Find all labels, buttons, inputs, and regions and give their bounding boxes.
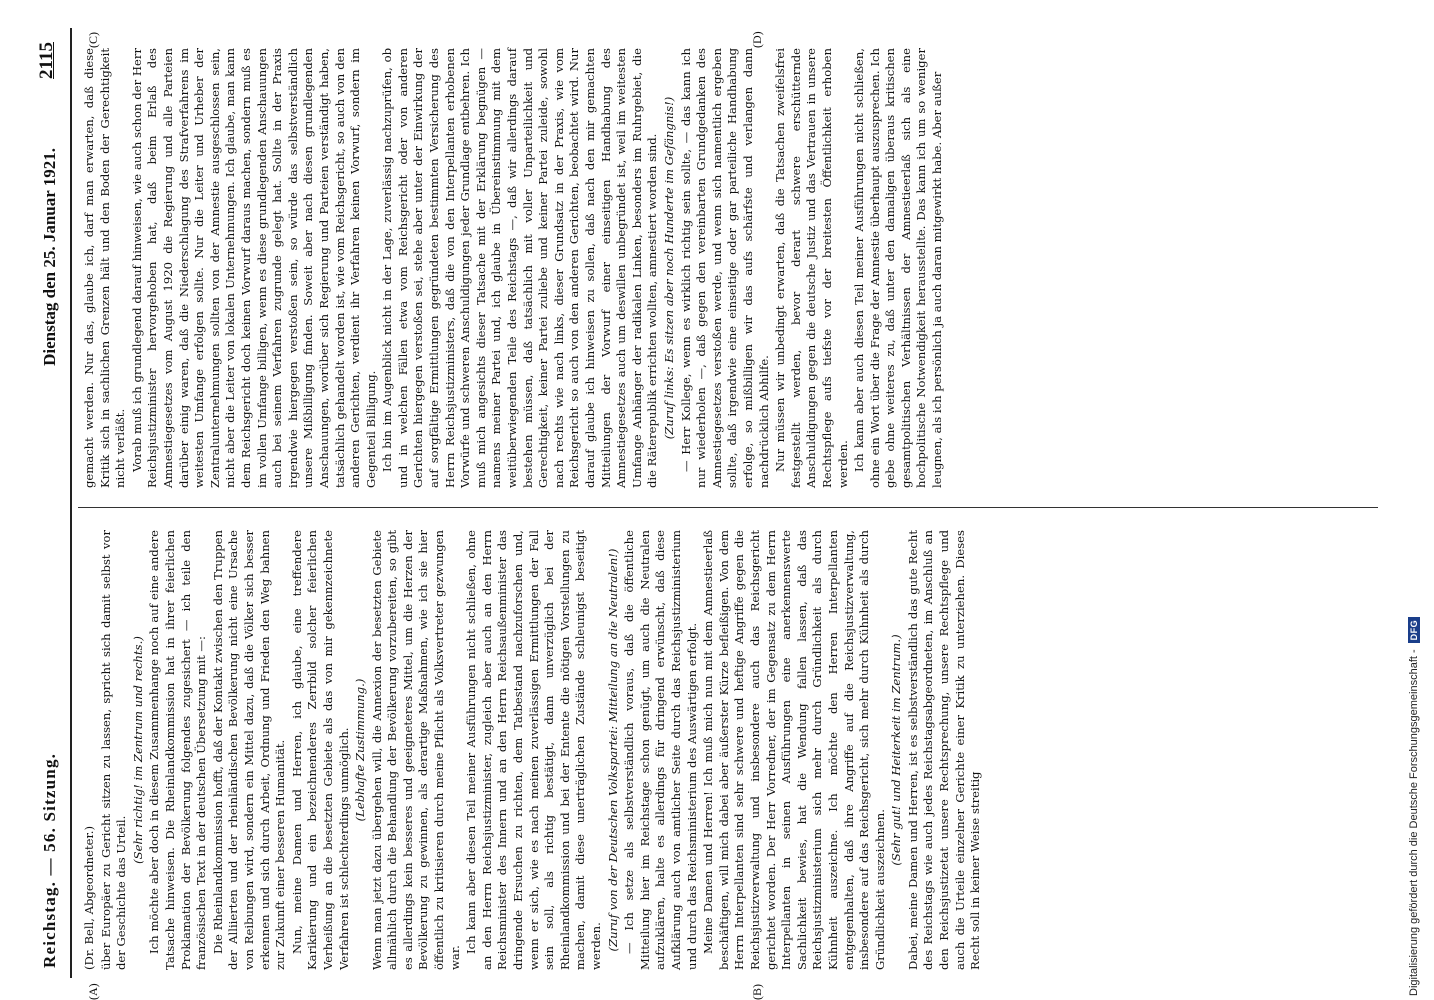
right-paragraph: gemacht werden. Nur das, glaube ich, darf man erwarten, daß diese Kritik sich in sachlichen Grenzen hält und den Boden der Gerechtigkeit nicht verläßt. — [82, 48, 128, 488]
left-paragraph: Meine Damen und Herren! Ich muß mich nun mit dem Amnestieerlaß beschäftigen, will mich dabei aber äußerster Kürze befleißigen. Von dem Herrn Interpellanten sind sehr schwere und heftige Angriffe gegen die Reichsjustizverwaltung und insbesondere auch das Reichsgericht gerichtet worden. Der Herr Vorredner, der im Gegensatz zu dem Herrn Interpellanten in seinen Ausführungen eine anerkennenswerte Sachlichkeit bewies, hat die Wendung fallen lassen, daß das Reichsjustizministerium sich mehr durch Gründlichkeit als durch Kühnheit auszeichne. Ich möchte den Herren Interpellanten entgegenhalten, daß ihre Angriffe auf die Reichsjustizverwaltung, insbesondere auf das Reichsgericht, sich mehr durch Kühnheit als durch Gründlichkeit auszeichnen. — [701, 530, 887, 970]
left-paragraph: Nun, meine Damen und Herren, ich glaube, eine treffendere Karikierung und ein bezeichnenderes Zerrbild solcher feierlichen Verheißung an die besetzten Gebiete als das von mir gekennzeichnete Verfahren ist schlechterdings unmöglich. — [289, 530, 351, 970]
right-paragraph: — Herr Kollege, wenn es wirklich richtig sein sollte, — das kann ich nur wiederholen —, daß gegen den vereinbarten Grundgedanken des Amnestiegesetzes verstoßen werde, und wenn sich namentlich ergeben sollte, daß irgendwie eine einseitige oder gar parteiliche Handhabung erfolge, so mißbilligen wir das aufs schärfste und verlangen dann nachdrücklich Abhilfe. — [678, 48, 771, 488]
text-column-left — [82, 530, 1392, 970]
text-column-right — [82, 48, 1392, 488]
left-paragraph: Die Rheinlandkommission hofft, daß der Kontakt zwischen den Truppen der Alliierten und der rheinländischen Bevölkerung nicht eine Ursache von Reibungen wird, sondern ein Mittel dazu, daß die Völker sich besser erkennen und sich durch Arbeit, Ordnung und Frieden den Weg bahnen zur Zukunft einer besseren Humanität. — [210, 530, 288, 970]
margin-marker-d: (D) — [750, 31, 764, 48]
right-paragraph: Ich bin im Augenblick nicht in der Lage, zuverlässig nachzuprüfen, ob und in welchen Fällen etwa vom Reichsgericht oder von anderen Gerichten hiergegen verstoßen sei, stehe aber unter der Einwirkung der auf sorgfältige Ermittlungen gegründeten bestimmten Versicherung des Herrn Reichsjustizministers, daß die von den Interpellanten erhobenen Vorwürfe und schweren Anschuldigungen jeder Grundlage entbehren. Ich muß mich angesichts dieser Tatsache mit der Erklärung begnügen — namens meiner Partei und, ich glaube in Übereinstimmung mit dem weitüberwiegenden Teile des Reichstags —, daß wir allerdings darauf bestehen müssen, daß tatsächlich mit voller Unparteilichkeit und Gerechtigkeit, keiner Partei zuliebe und keiner Partei zuleide, sowohl nach rechts wie nach links, dieser Grundsatz in der Praxis, wie vom Reichsgericht so auch von den anderen Gerichten, beobachtet wird. Nur darauf glaube ich hinweisen zu sollen, daß nach den mir gemachten Mitteilungen der Vorwurf einer einseitigen Handhabung des Amnestiegesetzes auch um deswillen unbegründet ist, weil im weitesten Umfange Anhänger der radikalen Linken, besonders im Ruhrgebiet, die die Räterepublik errichten wollten, amnestiert worden sind. — [380, 48, 660, 488]
margin-marker-b: (B) — [750, 984, 764, 1000]
left-paragraph: Dabei, meine Damen und Herren, ist es selbstverständlich das gute Recht des Reichstags wie auch jedes Reichstagsabgeordneten, im Anschluß an den Reichsjustizetat unsere Rechtsprechung, unsere Rechtspflege und auch die Urteile einzelner Gerichte einer Kritik zu unterziehen. Dieses Recht soll in keiner Weise streitig — [905, 530, 983, 970]
dfg-logo: DFG — [1408, 617, 1420, 644]
left-paragraph: Ich kann aber diesen Teil meiner Ausführungen nicht schließen, ohne an den Herrn Reichsjustizminister, zugleich aber auch an den Herrn Reichsminister des Innern und an den Herrn Reichsaußenminister das dringende Ersuchen zu richten, dem Tatbestand nachzuforschen und, wenn er sich, wie es nach meinen zuverlässigen Ermittlungen der Fall sein soll, als richtig bestätigt, dann unverzüglich bei der Rheinlandkommission und bei der Entente die nötigen Vorstellungen zu machen, damit diese unerträglichen Zustände schleunigst beseitigt werden. — [464, 530, 603, 970]
left-paragraph: (Sehr richtig! im Zentrum und rechts.) — [130, 636, 145, 864]
left-paragraph: (Zuruf von der Deutschen Volkspartei: Mitteilung an die Neutralen!) — [605, 548, 620, 952]
right-paragraph: Ich kann aber auch diesen Teil meiner Ausführungen nicht schließen, ohne ein Wort über die Frage der Amnestie überhaupt auszusprechen. Ich gebe ohne weiteres zu, daß unter den damaligen überaus kritischen gesamtpolitischen Verhältnissen der Amnestieerlaß sich als eine hochpolitische Notwendigkeit herausstellte. Das kann ich um so weniger leugnen, als ich persönlich ja auch daran mitgewirkt habe. Aber außer — [852, 48, 945, 488]
column-divider — [78, 507, 1378, 508]
right-paragraph: (Zuruf links: Es sitzen aber noch Hunderte im Gefängnis!) — [661, 96, 676, 440]
left-paragraph: (Lebhafte Zustimmung.) — [353, 678, 368, 822]
header-rule — [70, 28, 72, 978]
header-left: Reichstag. — 56. Sitzung. — [40, 752, 59, 968]
credit-strip — [1404, 6, 1430, 996]
header-date: Dienstag den 25. Januar 1921. — [40, 148, 59, 366]
rotated-page — [30, 28, 1392, 1000]
left-paragraph: über Europäer zu Gericht sitzen zu lassen, spricht sich damit selbst vor der Geschichte das Urteil. — [98, 530, 129, 970]
credit-text: Digitalisierung gefördert durch die Deutsche Forschungsgemeinschaft - — [1408, 649, 1420, 996]
right-paragraph: Nur müssen wir unbedingt erwarten, daß die Tatsachen zweifelsfrei festgestellt werden, bevor derart schwere erschütternde Anschuldigungen gegen die deutsche Justiz und das Vertrauen in unsere Rechtspflege aufs tiefste vor der breitesten Öffentlichkeit erhoben werden. — [773, 48, 850, 488]
page-number: 2115 — [36, 42, 57, 79]
left-paragraph: Wenn man jetzt dazu übergehen will, die Annexion der besetzten Gebiete allmählich durch die Behandlung der Bevölkerung vorzubereiten, so gibt es allerdings kein besseres und geeigneteres Mittel, um die Herzen der Bevölkerung zu gewinnen, als derartige Maßnahmen, wie ich sie hier öffentlich zu kritisieren durch meine Pflicht als Volksvertreter gezwungen war. — [369, 530, 462, 970]
left-paragraph: (Dr. Bell, Abgeordneter.) — [82, 826, 96, 970]
page-header — [30, 28, 70, 978]
right-paragraph: Vorab muß ich grundlegend darauf hinweisen, wie auch schon der Herr Reichsjustizminister hervorgehoben hat, daß beim Erlaß des Amnestiegesetzes vom August 1920 die Regierung und alle Parteien darüber einig waren, daß die Niederschlagung des Strafverfahrens im weitesten Umfange erfolgen sollte. Nur die Leiter und Urheber der Zentralunternehmungen sollten von der Amnestie ausgeschlossen sein, nicht aber die Leiter von lokalen Unternehmungen. Ich glaube, man kann dem Reichsgericht doch keinen Vorwurf daraus machen, sondern muß es im vollen Umfange billigen, wenn es diese grundlegenden Anschauungen auch bei seinem Verfahren zugrunde gelegt hat. Sollte in der Praxis irgendwie hiergegen verstoßen sein, so würde das selbstverständlich unsere Mißbilligung finden. Soweit aber nach diesen grundlegenden Anschauungen, worüber sich Regierung und Parteien verständigt haben, tatsächlich gehandelt worden ist, wie vom Reichsgericht, so auch von den anderen Gerichten, verdient ihr Verfahren keinen Vorwurf, sondern im Gegenteil Billigung. — [129, 48, 378, 488]
margin-marker-c: (C) — [86, 32, 100, 48]
left-paragraph: Ich möchte aber doch in diesem Zusammenhange noch auf eine andere Tatsache hinweisen. Die Rheinlandkommission hat in ihrer feierlichen Proklamation der Bevölkerung folgendes zugesichert — ich teile den französischen Text in der deutschen Übersetzung mit —: — [147, 530, 209, 970]
left-paragraph: (Sehr gut! und Heiterkeit im Zentrum.) — [889, 634, 904, 866]
left-paragraph: — Ich setze als selbstverständlich voraus, daß die öffentliche Mitteilung hier im Reichstage schon genügt, um auch die Neutralen aufzuklären, halte es allerdings für dringend erwünscht, daß diese Aufklärung auch von amtlicher Seite durch das Reichsjustizministerium und durch das Reichsministerium des Auswärtigen erfolgt. — [622, 530, 699, 970]
margin-marker-a: (A) — [86, 983, 100, 1000]
